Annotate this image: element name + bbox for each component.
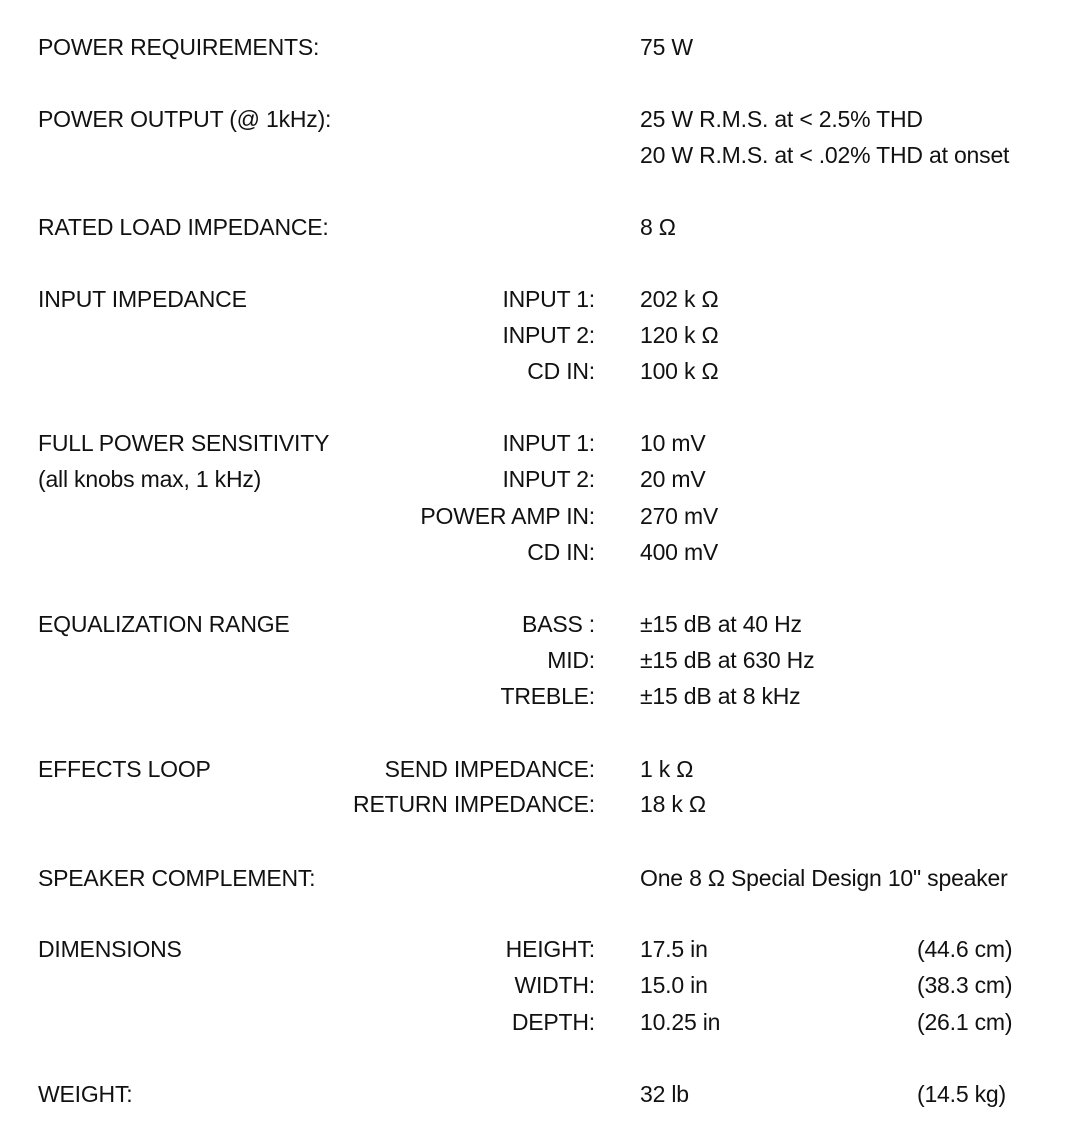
input-impedance-label: INPUT IMPEDANCE [38, 286, 247, 312]
full-power-sensitivity-note: (all knobs max, 1 kHz) [38, 466, 262, 492]
dimensions-value: 17.5 in [640, 936, 708, 962]
equalization-value: ±15 dB at 8 kHz [640, 683, 801, 709]
speaker-complement-value: One 8 Ω Special Design 10" speaker [640, 865, 1008, 891]
equalization-sub-label: BASS : [522, 611, 595, 637]
input-impedance-value: 120 k Ω [640, 322, 719, 348]
effects-loop-sub-label: RETURN IMPEDANCE: [353, 791, 595, 817]
dimensions-metric-value: (26.1 cm) [917, 1009, 1013, 1035]
rated-load-impedance-value: 8 Ω [640, 214, 676, 240]
weight-metric-value: (14.5 kg) [917, 1081, 1006, 1107]
dimensions-sub-label: WIDTH: [514, 972, 595, 998]
weight-value: 32 lb [640, 1081, 689, 1107]
dimensions-metric-value: (38.3 cm) [917, 972, 1013, 998]
sensitivity-sub-label: CD IN: [527, 539, 595, 565]
power-requirements-value: 75 W [640, 34, 693, 60]
weight-label: WEIGHT: [38, 1081, 133, 1107]
equalization-sub-label: TREBLE: [500, 683, 595, 709]
effects-loop-value: 1 k Ω [640, 756, 694, 782]
sensitivity-value: 20 mV [640, 466, 706, 492]
dimensions-label: DIMENSIONS [38, 936, 182, 962]
full-power-sensitivity-label: FULL POWER SENSITIVITY [38, 430, 330, 456]
dimensions-value: 10.25 in [640, 1009, 721, 1035]
equalization-value: ±15 dB at 630 Hz [640, 647, 815, 673]
input-impedance-value: 202 k Ω [640, 286, 719, 312]
equalization-value: ±15 dB at 40 Hz [640, 611, 802, 637]
input-impedance-value: 100 k Ω [640, 358, 719, 384]
dimensions-sub-label: HEIGHT: [505, 936, 595, 962]
power-requirements-label: POWER REQUIREMENTS: [38, 34, 320, 60]
power-output-value-2: 20 W R.M.S. at < .02% THD at onset [640, 142, 1010, 168]
sensitivity-sub-label: POWER AMP IN: [420, 503, 595, 529]
dimensions-metric-value: (44.6 cm) [917, 936, 1013, 962]
power-output-value-1: 25 W R.M.S. at < 2.5% THD [640, 106, 923, 132]
speaker-complement-label: SPEAKER COMPLEMENT: [38, 865, 316, 891]
sensitivity-value: 10 mV [640, 430, 706, 456]
input-impedance-sub-label: INPUT 1: [502, 286, 595, 312]
input-impedance-sub-label: INPUT 2: [502, 322, 595, 348]
sensitivity-sub-label: INPUT 2: [502, 466, 595, 492]
rated-load-impedance-label: RATED LOAD IMPEDANCE: [38, 214, 329, 240]
equalization-sub-label: MID: [547, 647, 595, 673]
dimensions-value: 15.0 in [640, 972, 708, 998]
power-output-label: POWER OUTPUT (@ 1kHz): [38, 106, 332, 132]
sensitivity-value: 270 mV [640, 503, 719, 529]
effects-loop-label: EFFECTS LOOP [38, 756, 211, 782]
effects-loop-value: 18 k Ω [640, 791, 706, 817]
sensitivity-sub-label: INPUT 1: [502, 430, 595, 456]
input-impedance-sub-label: CD IN: [527, 358, 595, 384]
effects-loop-sub-label: SEND IMPEDANCE: [384, 756, 595, 782]
sensitivity-value: 400 mV [640, 539, 719, 565]
equalization-range-label: EQUALIZATION RANGE [38, 611, 290, 637]
dimensions-sub-label: DEPTH: [511, 1009, 595, 1035]
